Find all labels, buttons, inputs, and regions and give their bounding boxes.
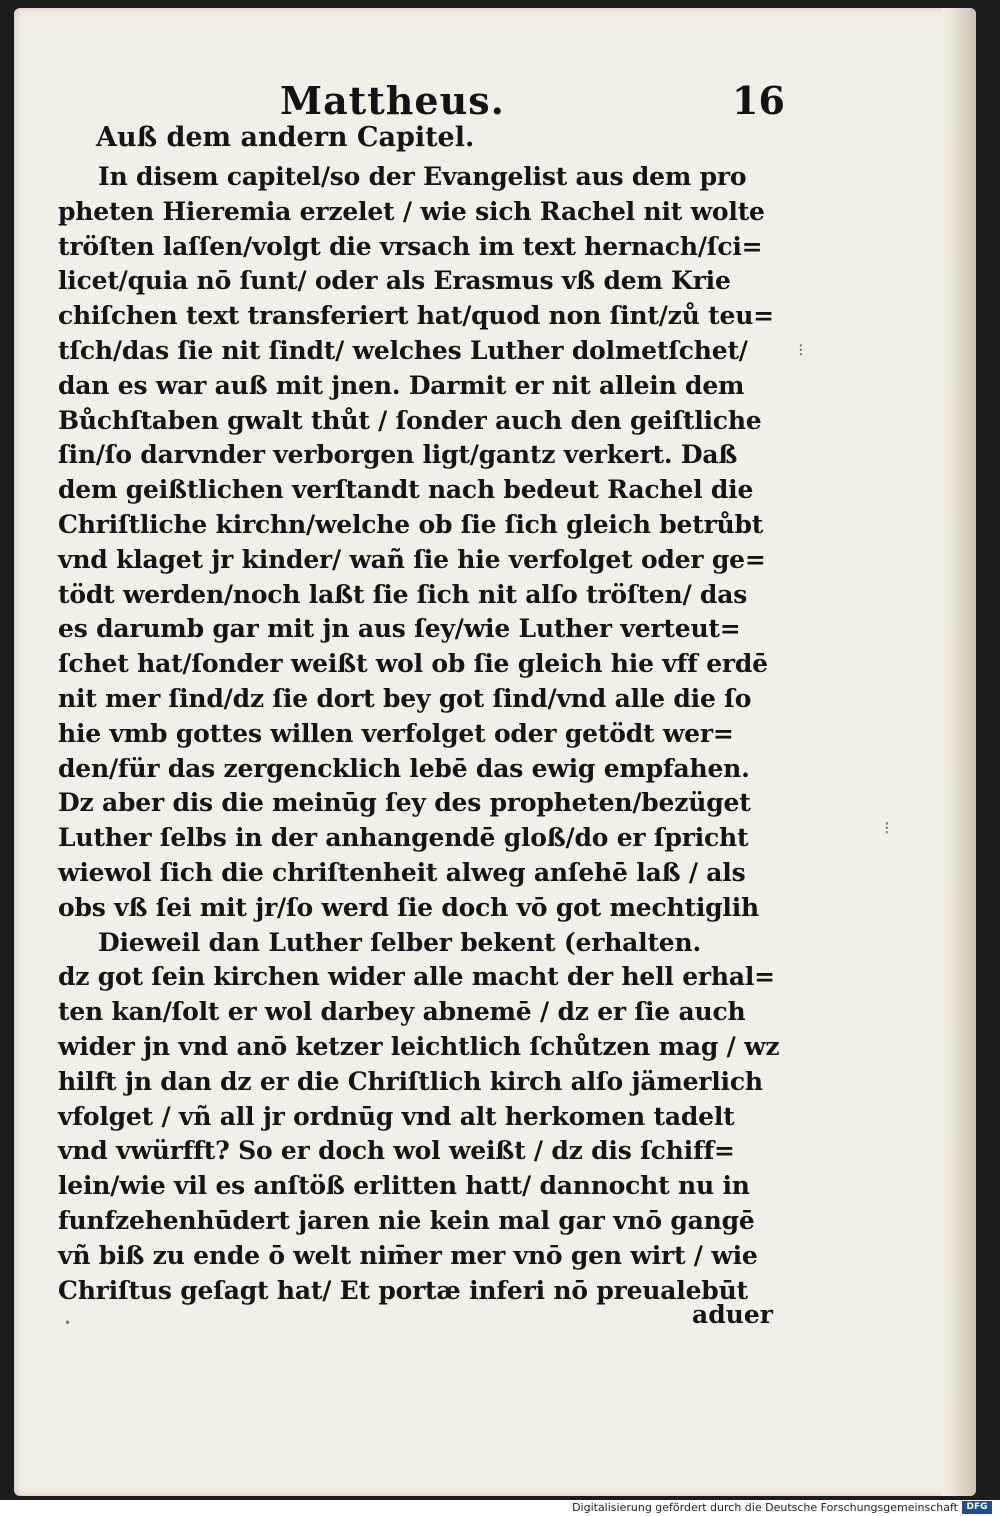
text-line: ſin/ſo darvnder verborgen ligt/gantz verkert. Daß bbox=[58, 440, 738, 470]
text-line: tödt werden/noch laßt ſie ſich nit alſo tröſten/ das bbox=[58, 579, 748, 609]
text-line: tröſten laſſen/volgt die vrsach im text hernach/ſci= bbox=[58, 231, 763, 261]
text-line: pheten Hieremia erzelet / wie sich Rachel nit wolte bbox=[58, 196, 765, 226]
text-line: dem geißtlichen verſtandt nach bedeut Rachel die bbox=[58, 475, 754, 505]
body-text bbox=[58, 160, 798, 1308]
text-line: wider jn vnd anō ketzer leichtlich ſchůtzen mag / wz bbox=[58, 1031, 780, 1061]
funding-credit: Digitalisierung gefördert durch die Deutsche Forschungsgemeinschaft bbox=[572, 1501, 958, 1514]
text-line: wiewol ſich die chriſtenheit alweg anſehē laß / als bbox=[58, 857, 746, 887]
text-line: vnd klaget jr kinder/ wañ ſie hie verfolget oder ge= bbox=[58, 544, 766, 574]
text-line: funfzehenhūdert jaren nie kein mal gar vnō gangē bbox=[58, 1205, 755, 1235]
text-line: vñ biß zu ende ō welt nim̄er mer vnō gen wirt / wie bbox=[58, 1240, 758, 1270]
text-line: dz got ſein kirchen wider alle macht der hell erhal= bbox=[58, 962, 775, 992]
page-number: 16 bbox=[732, 78, 785, 123]
text-line: tſch/das ſie nit ſindt/ welches Luther dolmetſchet/ bbox=[58, 335, 748, 365]
text-line: Luther ſelbs in der anhangendē gloß/do er ſpricht bbox=[58, 823, 749, 853]
running-head: Mattheus. bbox=[280, 78, 505, 123]
text-line: vfolget / vñ all jr ordnūg vnd alt herkomen tadelt bbox=[58, 1101, 735, 1131]
text-line: nit mer ſind/dz ſie dort bey got ſind/vnd alle die ſo bbox=[58, 683, 752, 713]
margin-mark: ⁝ bbox=[884, 818, 890, 839]
section-heading: Auß dem andern Capitel. bbox=[96, 122, 475, 153]
text-line: den/für das zergencklich lebē das ewig empfahen. bbox=[58, 753, 750, 783]
text-line: chiſchen text transferiert hat/quod non ſint/zů teu= bbox=[58, 301, 774, 331]
text-line: hilft jn dan dz er die Chriſtlich kirch alſo jämerlich bbox=[58, 1066, 763, 1096]
text-line: vnd vwürfft? So er doch wol weißt / dz dis ſchiff= bbox=[58, 1136, 735, 1166]
text-line: Bůchſtaben gwalt thůt / ſonder auch den geiſtliche bbox=[58, 405, 762, 435]
text-line: In disem capitel/so der Evangelist aus dem pro bbox=[98, 162, 747, 191]
text-line: obs vß ſei mit jr/ſo werd ſie doch vō got mechtiglih bbox=[58, 892, 759, 922]
text-line: dan es war auß mit jnen. Darmit er nit allein dem bbox=[58, 370, 745, 400]
margin-dot: • bbox=[64, 1316, 72, 1330]
catchword: aduer bbox=[692, 1300, 773, 1329]
text-line: Chriſtliche kirchn/welche ob ſie ſich gleich betrůbt bbox=[58, 509, 764, 539]
dfg-logo: DFG bbox=[962, 1501, 992, 1514]
text-line: lein/wie vil es anſtöß erlitten hatt/ dannocht nu in bbox=[58, 1171, 750, 1201]
page-edge-shadow bbox=[942, 8, 976, 1496]
text-line: Chriſtus geſagt hat/ Et portæ inferi nō preualebūt bbox=[58, 1275, 748, 1305]
text-line: Dz aber dis die meinūg ſey des propheten/bezüget bbox=[58, 788, 751, 818]
text-line: es darumb gar mit jn aus ſey/wie Luther verteut= bbox=[58, 614, 741, 644]
text-line: ſchet hat/ſonder weißt wol ob ſie gleich hie vff erdē bbox=[58, 649, 768, 679]
text-line: ten kan/ſolt er wol darbey abnemē / dz er ſie auch bbox=[58, 997, 746, 1027]
footer-bar bbox=[0, 1500, 1000, 1516]
text-line: hie vmb gottes willen verfolget oder getödt wer= bbox=[58, 718, 734, 748]
text-line: licet/quia nō ſunt/ oder als Erasmus vß dem Krie bbox=[58, 266, 731, 296]
margin-mark: ⁝ bbox=[798, 340, 804, 361]
text-line: Dieweil dan Luther ſelber bekent (erhalten. bbox=[98, 927, 701, 957]
